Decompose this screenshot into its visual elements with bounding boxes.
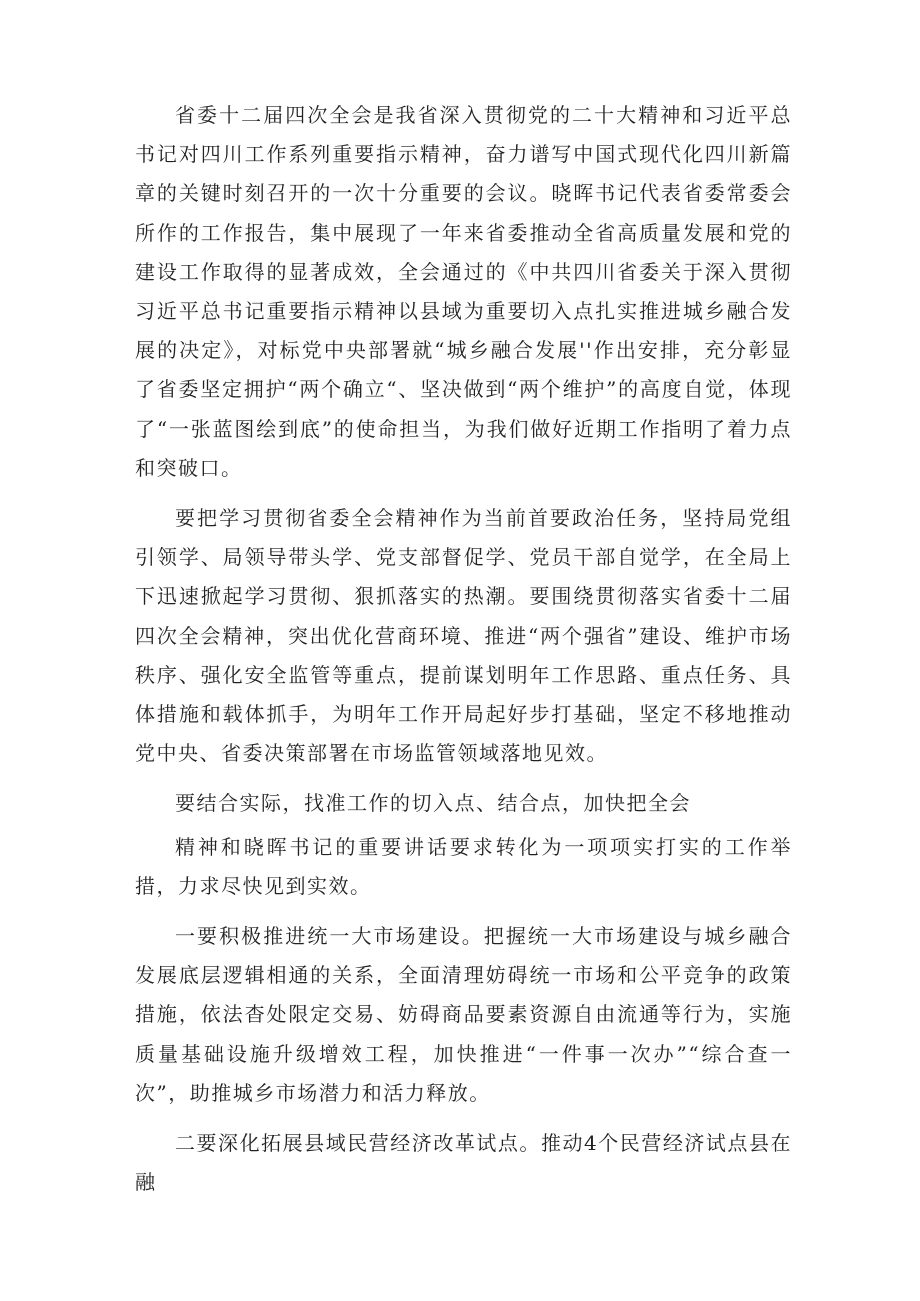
paragraph-private-economy: 二要深化拓展县域民营经济改革试点。推动4个民营经济试点县在融 [135,1131,792,1195]
paragraph-study-task: 要把学习贯彻省委全会精神作为当前首要政治任务，坚持局党组引领学、局领导带头学、党支部督促学、党员干部自觉学，在全局上下迅速掀起学习贯彻、狠抓落实的热潮。要围绕贯彻落实省委十二届四次全会精神，突出优化营商环境、推进“两个强省”建设、维护市场秩序、强化安全监管等重点，提前谋划明年工作思路、重点任务、具体措施和载体抓手，为明年工作开局起好步打基础，坚定不移地推动党中央、省委决策部署在市场监管领域落地见效。 [135,506,792,766]
paragraph-combine-reality: 要结合实际，找准工作的切入点、结合点，加快把全会 [175,791,691,816]
paragraph-plenary-session: 省委十二届四次全会是我省深入贯彻党的二十大精神和习近平总书记对四川工作系列重要指示精神，奋力谱写中国式现代化四川新篇章的关键时刻召开的一次十分重要的会议。晓晖书记代表省委常委会所作的工作报告，集中展现了一年来省委推动全省高质量发展和党的建设工作取得的显著成效，全会通过的《中共四川省委关于深入贯彻习近平总书记重要指示精神以县域为重要切入点扎实推进城乡融合发展的决定》，对标党中央部署就“城乡融合发展''作出安排，充分彰显了省委坚定拥护“两个确立“、坚决做到“两个维护”的高度自觉，体现了“一张蓝图绘到底”的使命担当，为我们做好近期工作指明了着力点和突破口。 [135,103,792,480]
paragraph-convert-measures: 精神和晓晖书记的重要讲话要求转化为一项项实打实的工作举措，力求尽快见到实效。 [135,834,792,898]
paragraph-unified-market: 一要积极推进统一大市场建设。把握统一大市场建设与城乡融合发展底层逻辑相通的关系，全面清理妨碍统一市场和公平竞争的政策措施，依法杳处限定交易、妨碍商品要素资源自由流通等行为，实施质量基础设施升级增效工程，加快推进“一件事一次办”“综合查一次”，助推城乡市场潜力和活力释放。 [135,924,792,1105]
